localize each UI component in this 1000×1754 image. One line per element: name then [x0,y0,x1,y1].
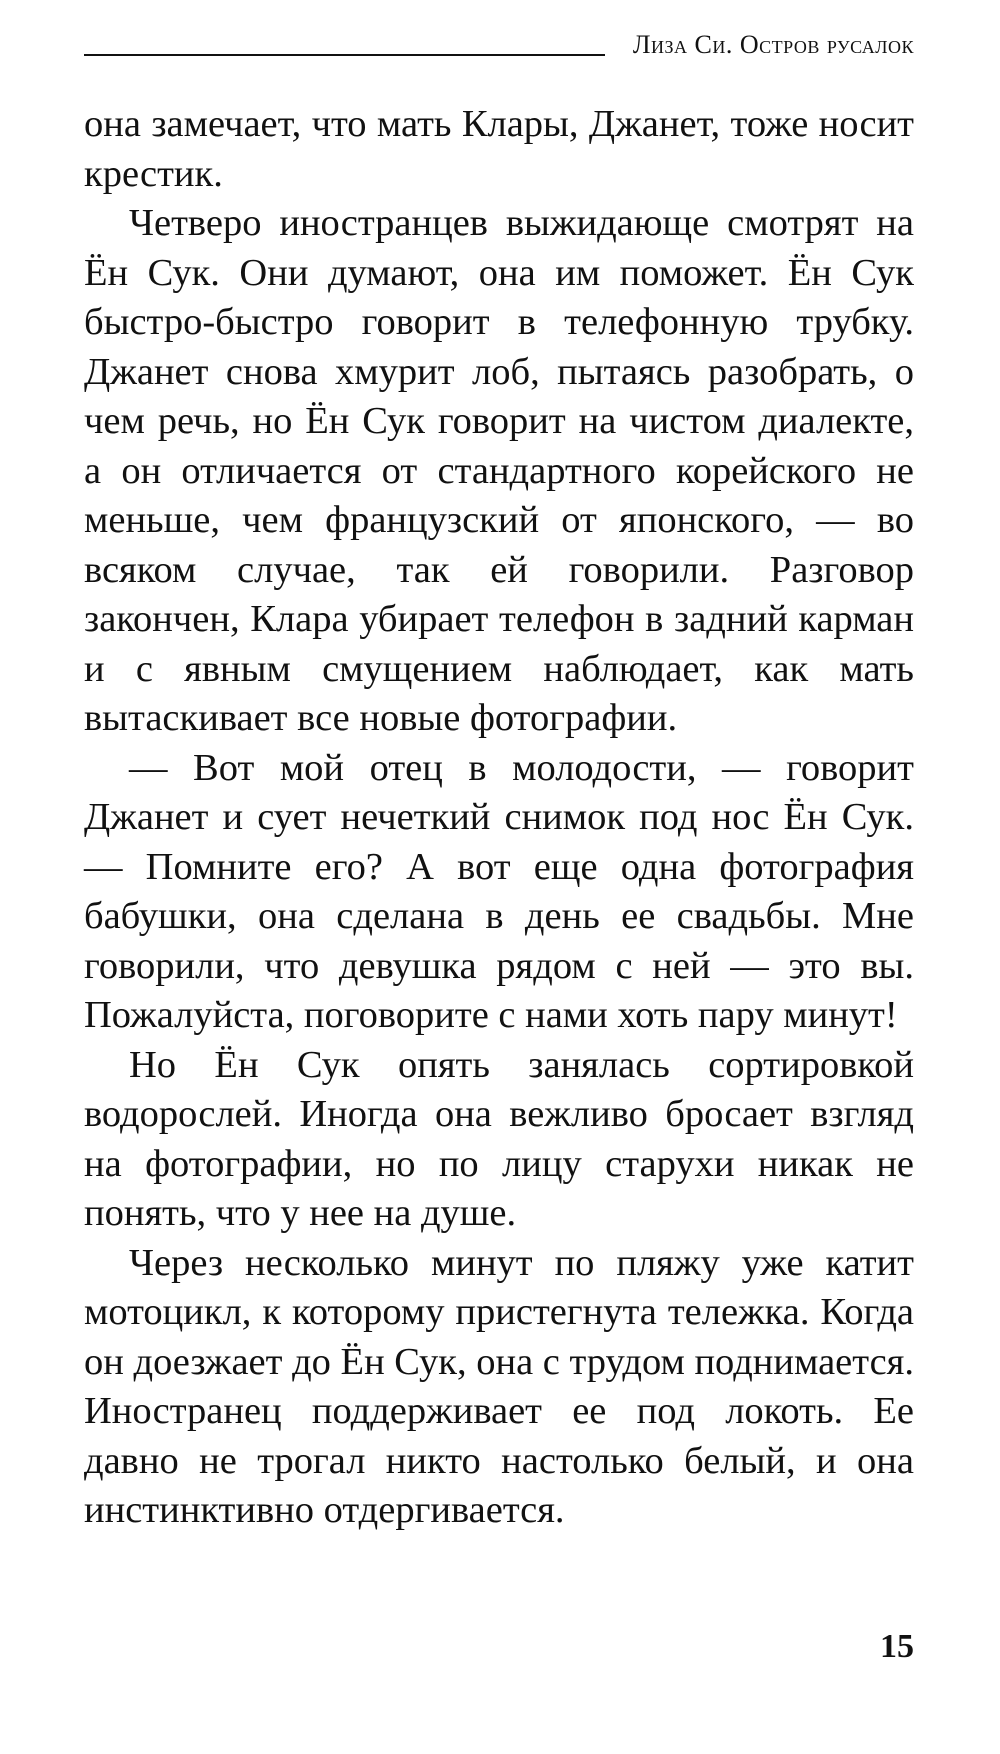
running-title: Лиза Си. Остров русалок [632,30,914,59]
paragraph: Четверо иностранцев выжидающе смотрят на Ён Сук. Они думают, она им поможет. Ён Сук быстро-быстро говорит в телефонную трубку. Джанет снова хмурит лоб, пытаясь разобрать, о чем речь, но Ён Сук говорит на чистом диалекте, а он отличается от стандартного корейского не меньше, чем французский от японского, — во всяком случае, так ей говорили. Разговор закончен, Клара убирает телефон в задний карман и с явным смущением наблюдает, как мать вытаскивает все новые фотографии. [84,202,914,739]
paragraph: Через несколько минут по пляжу уже катит мотоцикл, к которому пристегнута тележка. Когда он доезжает до Ён Сук, она с трудом поднимается. Иностранец поддерживает ее под локоть. Ее давно не трогал никто настолько белый, и она инстинктивно отдергивается. [84,1241,914,1531]
body-text [84,100,914,1536]
header-rule [84,54,605,56]
paragraph: — Вот мой отец в молодости, — говорит Джанет и сует нечеткий снимок под нос Ён Сук. — Помните его? А вот еще одна фотография бабушки, она сделана в день ее свадьбы. Мне говорили, что девушка рядом с ней — это вы. Пожалуйста, поговорите с нами хоть пару минут! [84,746,914,1036]
paragraph: она замечает, что мать Клары, Джанет, тоже носит крестик. [84,103,914,195]
running-header [84,30,914,60]
paragraph: Но Ён Сук опять занялась сортировкой водорослей. Иногда она вежливо бросает взгляд на фотографии, но по лицу старухи никак не понять, что у нее на душе. [84,1043,914,1234]
page-number: 15 [880,1628,914,1665]
